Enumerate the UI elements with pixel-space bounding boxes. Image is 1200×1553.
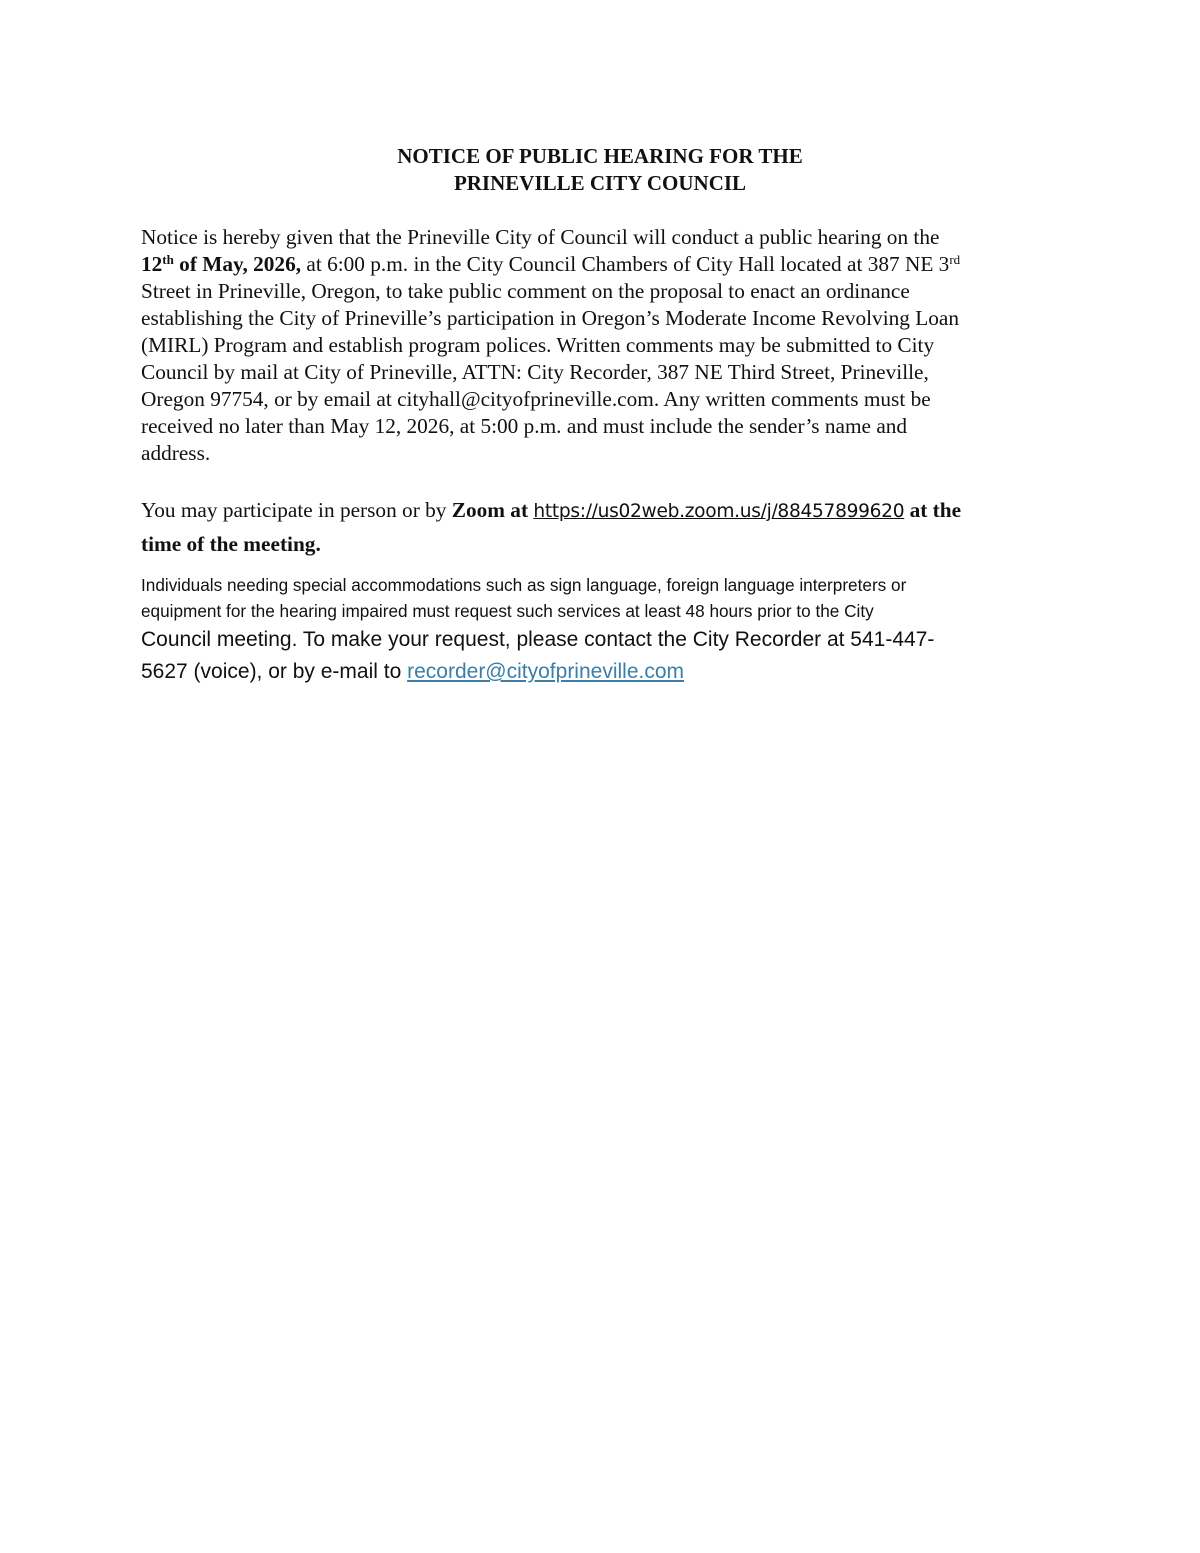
- paragraph3-line-3: Council meeting. To make your request, please contact the City Recorder at 541-447-: [141, 628, 935, 651]
- hearing-notice-paragraph: [141, 224, 1053, 467]
- paragraph3-line-2: equipment for the hearing impaired must request such services at least 48 hours prior to the City: [141, 601, 874, 621]
- participation-paragraph: [141, 494, 1053, 560]
- paragraph2-line-2: time of the meeting.: [141, 532, 321, 556]
- title-line-1: NOTICE OF PUBLIC HEARING FOR THE: [397, 144, 803, 168]
- paragraph1-line-2: [141, 251, 1053, 278]
- title-line-2: PRINEVILLE CITY COUNCIL: [453, 171, 747, 195]
- hearing-date-suffix: th: [162, 251, 174, 267]
- paragraph3-line-1: Individuals needing special accommodations such as sign language, foreign language interpreters or: [141, 575, 907, 595]
- accommodations-paragraph: [141, 572, 1053, 688]
- hearing-date-day: 12: [141, 252, 163, 276]
- street-ordinal-suffix: rd: [949, 251, 961, 267]
- paragraph1-line-8: received no later than May 12, 2026, at 5:00 p.m. and must include the sender’s name and: [141, 414, 908, 438]
- zoom-label: Zoom at: [451, 498, 529, 522]
- email-prefix: 5627 (voice), or by e-mail to: [141, 660, 408, 683]
- paragraph1-line-4: establishing the City of Prineville’s participation in Oregon’s Moderate Income Revolving Loan: [141, 306, 959, 330]
- paragraph1-line-5: (MIRL) Program and establish program polices. Written comments may be submitted to City: [141, 333, 935, 357]
- zoom-meeting-link[interactable]: https://us02web.zoom.us/j/88457899620: [533, 501, 905, 522]
- participation-intro: You may participate in person or by: [141, 498, 452, 522]
- recorder-email-link[interactable]: recorder@cityofprineville.com: [407, 660, 685, 683]
- paragraph2-line-1: [141, 494, 1053, 528]
- paragraph1-line-7: Oregon 97754, or by email at cityhall@cityofprineville.com. Any written comments must be: [141, 387, 931, 411]
- paragraph1-line-6: Council by mail at City of Prineville, ATTN: City Recorder, 387 NE Third Street, Prineville,: [141, 360, 929, 384]
- participation-after-link: at the: [904, 498, 962, 522]
- paragraph3-line-4: [141, 656, 1053, 688]
- hearing-date: [141, 252, 301, 276]
- paragraph1-line-2-rest: at 6:00 p.m. in the City Council Chambers of City Hall located at 387 NE 3: [301, 252, 950, 276]
- notice-title: [0, 143, 1200, 197]
- hearing-date-rest: of May, 2026,: [173, 252, 302, 276]
- paragraph1-line-1: Notice is hereby given that the Prineville City of Council will conduct a public hearing on the: [141, 225, 940, 249]
- paragraph1-line-3: Street in Prineville, Oregon, to take public comment on the proposal to enact an ordinance: [141, 279, 910, 303]
- paragraph1-line-9: address.: [141, 441, 211, 465]
